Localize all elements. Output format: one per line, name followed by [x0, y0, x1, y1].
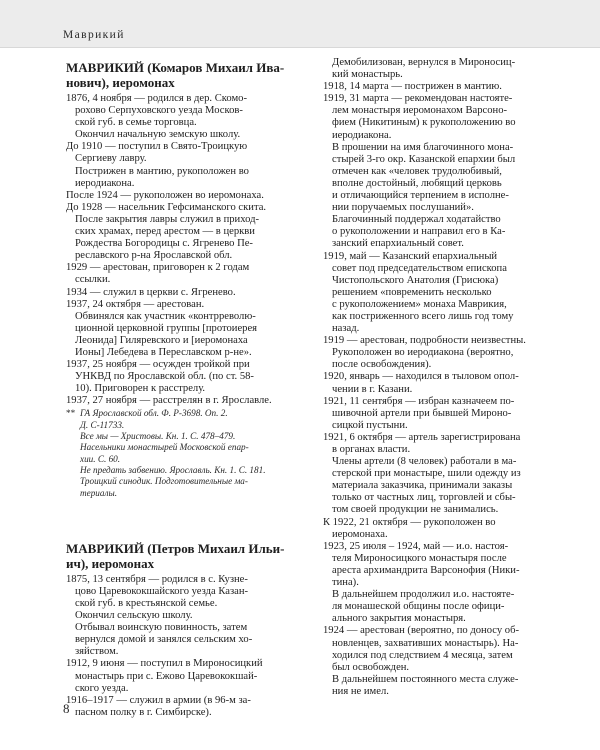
text-line: вернулся домой и занялся сельским хо-: [75, 634, 253, 646]
text-line: 1921, 6 октября — артель зарегистрирована: [323, 431, 521, 443]
text-line: Сергиеву лавру.: [75, 153, 147, 165]
text-line: 1920, январь — находился в тыловом опол-: [323, 371, 519, 383]
entry-title-rest: (Петров Михаил Ильи-: [147, 540, 285, 556]
entry-title-rest: (Комаров Михаил Ива-: [147, 60, 285, 75]
entry-title-line2: нович), иеромонах: [66, 75, 175, 90]
text-line: Члены артели (8 человек) работали в ма-: [332, 456, 517, 468]
text-line: иеромонаха.: [332, 528, 388, 540]
text-line: рохово Серпуховского уезда Москов-: [75, 105, 243, 117]
text-line: теля Мироносицкого монастыря после: [332, 552, 507, 564]
source-line: хии. С. 60.: [80, 453, 121, 464]
entry-title: [66, 541, 305, 571]
text-line: лем монастыря иеромонахом Варсоно-: [332, 105, 508, 117]
text-line: решением «повременить несколько: [332, 286, 492, 298]
text-line: том своей продукции не занимались.: [332, 504, 499, 516]
text-line: вполне достойный, любящий церковь: [332, 177, 502, 189]
text-line: и отличающийся терпением в исполне-: [332, 190, 509, 202]
text-line: пасном полку в г. Симбирске).: [75, 706, 212, 718]
text-line: 1916–1917 — служил в армии (в 96-м за-: [66, 694, 251, 706]
text-line: 1919, май — Казанский епархиальный: [323, 250, 498, 262]
text-line: иеродиакона.: [75, 177, 135, 189]
text-line: кий монастырь.: [332, 69, 403, 81]
text-line: новленцев, захвативших монастырь). На-: [332, 637, 519, 649]
text-line: В дальнейшем продолжил и.о. настояте-: [332, 589, 515, 601]
running-head: Маврикий: [63, 29, 125, 41]
entry-title-line2: ич), иеромонах: [66, 555, 155, 571]
source-line: Все мы — Христовы. Кн. 1. С. 478–479.: [80, 431, 236, 442]
entry-petrov: [66, 541, 305, 719]
text-line: ля монашеской общины после офици-: [332, 601, 505, 613]
source-line: Д. С-11733.: [80, 419, 125, 430]
text-line: шивочной артели при бывшей Мироно-: [332, 407, 512, 419]
text-line: К 1922, 21 октября — рукоположен во: [323, 516, 496, 528]
text-line: ходился под следствием 4 месяца, затем: [332, 649, 513, 661]
source-line: Насельники монастырей Московской епар-: [80, 442, 249, 453]
text-line: ской губ. в семье торговца.: [75, 117, 197, 129]
entry-body: [66, 574, 305, 719]
text-line: фием (Никитиным) к рукоположению во: [332, 117, 516, 129]
text-line: Благочинный поддержал ходатайство: [332, 214, 501, 226]
text-line: 1918, 14 марта — пострижен в мантию.: [323, 81, 502, 93]
text-line: стерской при монастыре, шили одежду из: [332, 468, 521, 480]
text-line: отмечен как «человек трудолюбивый,: [332, 165, 502, 177]
text-line: после освобождения).: [332, 359, 432, 371]
text-line: 1937, 25 ноября — осужден тройкой при: [66, 359, 250, 371]
text-line: После закрытия лавры служил в приход-: [75, 213, 260, 225]
text-line: ния не имел.: [332, 685, 389, 697]
text-line: Пострижен в мантию, рукоположен во: [75, 165, 249, 177]
text-line: После 1924 — рукоположен во иеромонаха.: [66, 189, 264, 201]
source-line: териалы.: [80, 487, 118, 498]
text-line: тина).: [332, 577, 359, 589]
left-column: [66, 57, 305, 719]
entry-komarov: [66, 60, 305, 499]
entry-body-continued: [323, 57, 563, 698]
entry-name: МАВРИКИЙ: [66, 540, 145, 556]
text-line: Рукоположен во иеродиакона (вероятно,: [332, 347, 514, 359]
text-line: До 1910 — поступил в Свято-Троицкую: [66, 141, 248, 153]
text-line: 1921, 11 сентября — избран казначеем по-: [323, 395, 515, 407]
text-line: Рождества Богородицы с. Ягренево Пе-: [75, 238, 253, 250]
text-line: стырей 3-го окр. Казанской епархии был: [332, 153, 516, 165]
text-line: Обвинялся как участник «контрреволю-: [75, 310, 256, 322]
text-line: только от частных лиц, торговлей и сбы-: [332, 492, 516, 504]
text-line: Окончил сельскую школу.: [75, 610, 193, 622]
source-line: Троицкий синодик. Подготовительные ма-: [80, 476, 248, 487]
text-line: 1934 — служил в церкви с. Ягренево.: [66, 286, 236, 298]
text-line: В дальнейшем постоянного места служе-: [332, 673, 519, 685]
text-line: монастырь при с. Ежово Царевококшай-: [75, 670, 258, 682]
text-line: был освобожден.: [332, 661, 410, 673]
text-line: ских храмах, перед арестом — в церкви: [75, 226, 255, 238]
source-line: Не предать забвению. Ярославль. Кн. 1. С. 181.: [80, 464, 266, 475]
text-line: материала заказчика, принимали заказы: [332, 480, 513, 492]
text-line: с рукоположением» монаха Маврикия,: [332, 298, 507, 310]
text-line: иеродиакона.: [332, 129, 392, 141]
text-line: 1919 — арестован, подробности неизвестны.: [323, 335, 526, 347]
text-line: Окончил начальную земскую школу.: [75, 129, 241, 141]
text-line: До 1928 — насельник Гефсиманского скита.: [66, 201, 267, 213]
footnote-mark: **: [66, 408, 76, 419]
text-line: 1937, 24 октября — арестован.: [66, 298, 205, 310]
text-line: как постриженного всего лишь год тому: [332, 310, 514, 322]
text-line: сицкой пустыни.: [332, 419, 408, 431]
entry-name: МАВРИКИЙ: [66, 60, 145, 75]
text-line: Демобилизован, вернулся в Мироносиц-: [332, 57, 516, 68]
text-line: Чистопольского Анатолия (Грисюка): [332, 274, 499, 286]
page-number: 8: [63, 701, 70, 716]
text-line: ционной церковной группы [протоиерея: [75, 322, 258, 334]
text-line: Отбывал воинскую повинность, затем: [75, 622, 248, 634]
text-line: 10). Приговорен к расстрелу.: [75, 383, 206, 395]
text-line: 1919, 31 марта — рекомендован настояте-: [323, 93, 513, 105]
text-line: 1924 — арестован (вероятно, по доносу об-: [323, 625, 519, 637]
text-line: ального закрытия монастыря.: [332, 613, 466, 625]
text-line: совет под председательством епископа: [332, 262, 507, 274]
text-line: 1923, 25 июля – 1924, май — и.о. настоя-: [323, 540, 509, 552]
right-column: [323, 57, 563, 698]
text-line: реславского р-на Ярославской обл.: [75, 250, 233, 262]
source-text: ГА Ярославской обл. Ф. Р-3698. Оп. 2.: [80, 408, 228, 419]
text-line: назад.: [332, 323, 360, 335]
source-line: [66, 408, 305, 419]
text-line: занский епархиальный совет.: [332, 238, 464, 250]
text-line: 1912, 9 июня — поступил в Мироносицкий: [66, 658, 263, 670]
text-line: В прошении на имя благочинного мона-: [332, 141, 514, 153]
text-line: Ионы] Лебедева в Переславском р-не».: [75, 346, 252, 358]
text-line: о рукоположении и направил его в Ка-: [332, 226, 506, 238]
text-line: 1875, 13 сентября — родился в с. Кузне-: [66, 573, 248, 585]
text-line: ареста архимандрита Варсонофия (Ники-: [332, 564, 520, 576]
text-line: 1937, 27 ноября — расстрелян в г. Ярославле.: [66, 395, 272, 407]
text-line: ской губ. в крестьянской семье.: [75, 598, 218, 609]
text-line: в органах власти.: [332, 444, 411, 455]
text-line: УНКВД по Ярославской обл. (по ст. 58-: [75, 371, 254, 383]
text-line: ссылки.: [75, 274, 111, 286]
entry-sources: [66, 408, 305, 498]
text-line: 1929 — арестован, приговорен к 2 годам: [66, 262, 250, 274]
text-line: зяйством.: [75, 646, 119, 658]
text-line: чении в г. Казани.: [332, 383, 413, 395]
text-line: цово Царевококшайского уезда Казан-: [75, 585, 249, 597]
text-line: 1876, 4 ноября — родился в дер. Скомо-: [66, 93, 248, 104]
text-line: нии поручаемых послушаний».: [332, 202, 474, 214]
text-line: Леонида] Гиляревского и [иеромонаха: [75, 334, 248, 346]
text-line: ского уезда.: [75, 682, 129, 694]
entry-title: [66, 60, 305, 90]
entry-body: [66, 93, 305, 407]
